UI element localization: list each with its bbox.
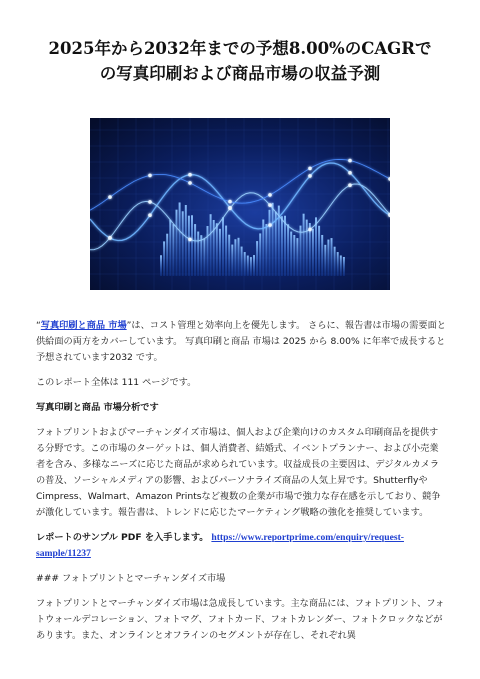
- section-paragraph: フォトプリントとマーチャンダイズ市場は急成長しています。主な商品には、フォトプリント、フォトウォールデコレーション、フォトマグ、フォトカード、フォトカレンダー、フォトクロックなどがあります。また、オンラインとオフラインのセグメントが存在し、それぞれ異: [36, 598, 445, 641]
- intro-paragraph: [36, 318, 446, 366]
- sample-pdf-link[interactable]: https://www.reportprime.com/enquiry/request-sample/11237: [36, 532, 404, 559]
- sample-label: レポートのサンプル PDF を入手します。: [36, 532, 209, 543]
- analysis-paragraph: フォトプリントおよびマーチャンダイズ市場は、個人および企業向けのカスタム印刷商品を提供する分野です。この市場のターゲットは、個人消費者、結婚式、イベントプランナー、および小売業者を含み、多様なニーズに応じた商品が求められています。収益成長の主要因は、デジタルカメラの普及、ソーシャルメディアの影響、およびパーソナライズ商品の人気上昇です。ShutterflyやCimpress、Walmart、Amazon Printsなど複数の企業が市場で強力な存在感を示しており、競争が激化しています。報告書は、トレンドに応じたマーケティング戦略の強化を推奨しています。: [36, 427, 441, 518]
- analysis-heading: 写真印刷と商品 市場分析です: [36, 402, 159, 413]
- sample-line: [36, 530, 446, 562]
- pages-text: このレポート全体は 111 ページです。: [36, 377, 197, 388]
- page-title: [24, 36, 456, 86]
- title-line-2: の写真印刷および商品市場の収益予測: [99, 64, 381, 83]
- hero-chart-image: [90, 118, 390, 290]
- intro-text: ”は、コスト管理と効率向上を優先します。 さらに、報告書は市場の需要面と供給面の両方をカバーしています。 写真印刷と商品 市場は 2025 から 8.00% に年率で成長すると予想されています2032 です。: [36, 320, 446, 363]
- section-heading: ### フォトプリントとマーチャンダイズ市場: [36, 573, 226, 584]
- article-body: [36, 318, 446, 653]
- market-link[interactable]: 写真印刷と商品 市場: [40, 320, 127, 331]
- title-line-1: 2025年から2032年までの予想8.00%のCAGRで: [48, 39, 432, 58]
- quote-mark: “: [36, 320, 41, 331]
